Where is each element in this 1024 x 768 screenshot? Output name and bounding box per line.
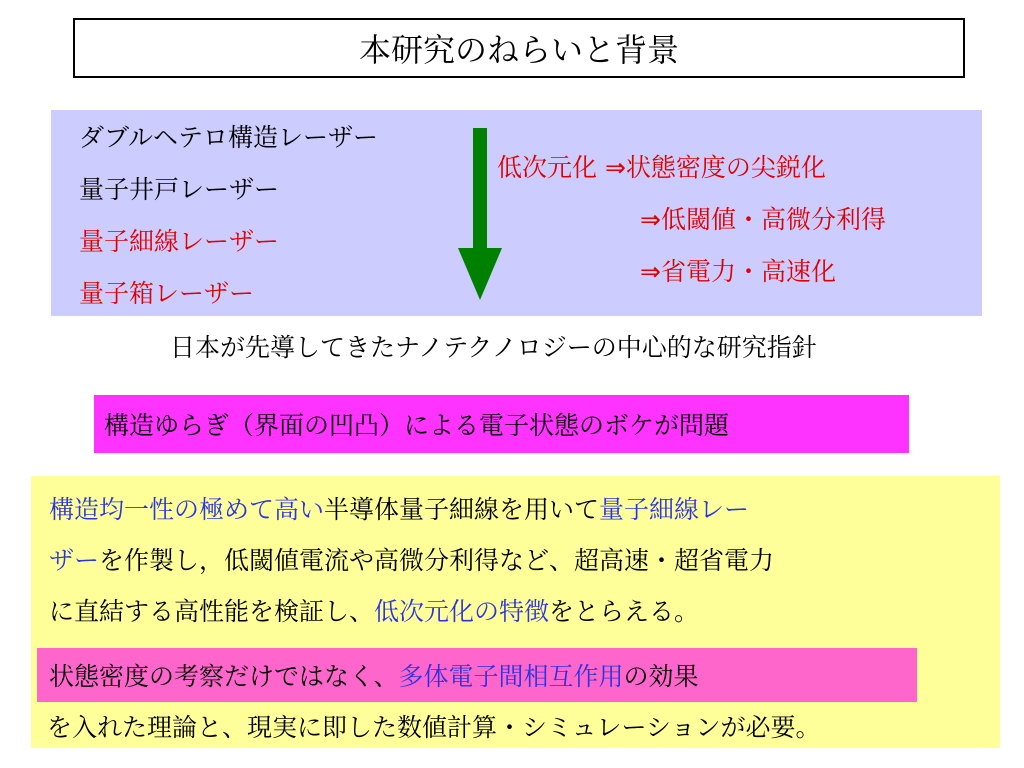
problem-box [94, 395, 909, 453]
dimension-effects [497, 142, 886, 298]
conclusion-line: を入れた理論と、現実に即した数値計算・シミュレーションが必要。 [47, 713, 821, 742]
body-line-3 [49, 586, 995, 637]
problem-text: 構造ゆらぎ（界面の凹凸）による電子状態のボケが問題 [104, 411, 730, 440]
body-line-1-highlight-end: 量子細線レー [599, 495, 750, 524]
slide-title-text: 本研究のねらいと背景 [358, 31, 679, 69]
laser-item-quantum-wire: 量子細線レーザー [79, 227, 280, 256]
effect-line-power: ⇒省電力・高速化 [640, 257, 836, 286]
body-line-2 [49, 535, 995, 586]
body-line-3-highlight: 低次元化の特徴 [374, 597, 550, 626]
laser-item-quantum-box: 量子箱レーザー [79, 279, 255, 308]
body-paragraph [49, 484, 995, 637]
body-line-1 [49, 484, 995, 535]
effect-line-density: 低次元化 ⇒状態密度の尖鋭化 [497, 153, 826, 182]
slide-title [73, 18, 965, 78]
highlight-text-emphasis: 多体電子間相互作用 [398, 662, 624, 691]
highlight-text-end: の効果 [623, 662, 699, 691]
body-line-1-text: 半導体量子細線を用いて [324, 495, 600, 524]
body-line-3-end: をとらえる。 [549, 597, 700, 626]
research-guideline-text: 日本が先導してきたナノテクノロジーの中心的な研究指針 [170, 333, 817, 362]
body-line-2-text: を作製し，低閾値電流や高微分利得など、超高速・超省電力 [99, 546, 775, 575]
body-line-2-highlight: ザー [49, 546, 100, 575]
down-arrow-icon [458, 128, 502, 300]
laser-item-double-hetero: ダブルヘテロ構造レーザー [79, 123, 379, 152]
body-line-3-text: に直結する高性能を検証し、 [49, 597, 375, 626]
laser-list [79, 112, 378, 320]
body-line-1-highlight: 構造均一性の極めて高い [49, 495, 325, 524]
highlight-text-start: 状態密度の考察だけではなく、 [49, 662, 399, 691]
effect-line-threshold: ⇒低閾値・高微分利得 [640, 205, 886, 234]
interaction-highlight-box [37, 648, 917, 702]
laser-item-quantum-well: 量子井戸レーザー [79, 175, 280, 204]
